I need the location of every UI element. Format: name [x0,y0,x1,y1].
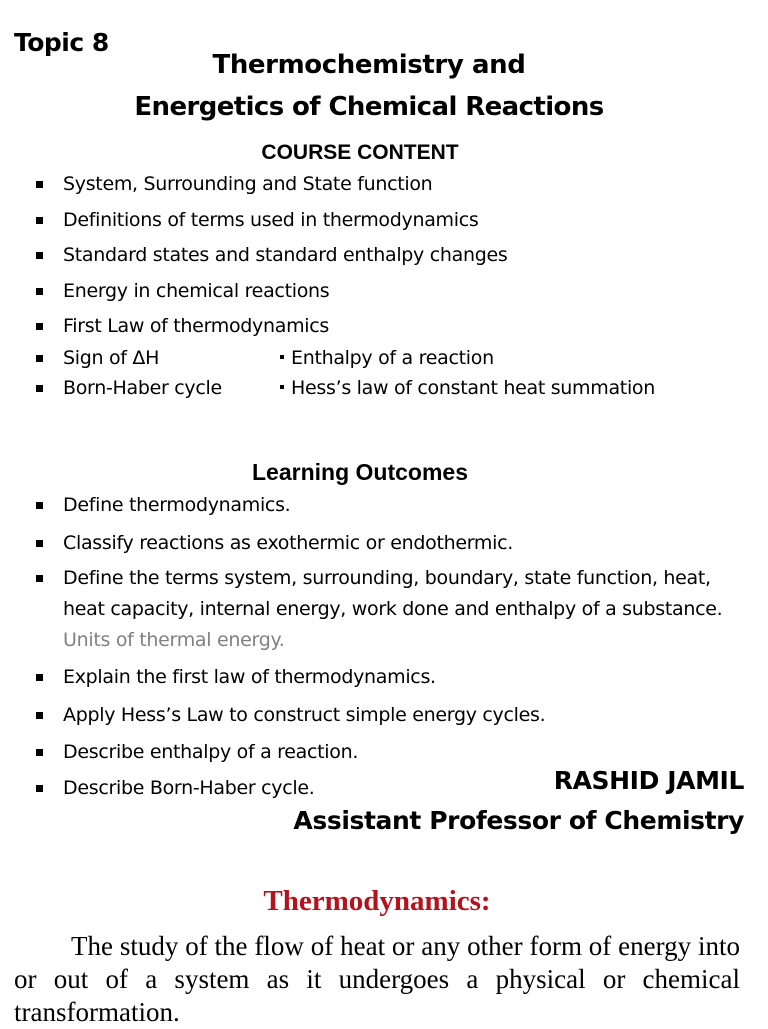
list-item-text: Describe enthalpy of a reaction. [63,741,359,763]
list-item-multiline [63,563,753,656]
bullet-icon [36,502,43,509]
list-item-text: Explain the first law of thermodynamics. [63,666,436,688]
list-item-text: Apply Hess’s Law to construct simple energy cycles. [63,704,546,726]
topic-number: Topic 8 [14,28,109,57]
list-item-text: System, Surrounding and State function [63,173,433,195]
list-item-text: Born-Haber cycle [63,377,222,399]
list-item-text: Define the terms system, surrounding, boundary, state function, heat, heat capacity, internal energy, work done and enthalpy of a substance. [63,567,723,620]
list-item-text: Definitions of terms used in thermodynamics [63,209,479,231]
list-item-secondary-label: Hess’s law of constant heat summation [291,377,656,399]
small-bullet-icon [280,385,284,389]
bullet-icon [36,540,43,547]
bullet-icon [36,749,43,756]
list-item-text: First Law of thermodynamics [63,315,329,337]
bullet-icon [36,785,43,792]
page-title-line-1: Thermochemistry and [212,50,526,80]
list-item-text: Classify reactions as exothermic or endothermic. [63,532,513,554]
thermodynamics-definition: The study of the flow of heat or any other form of energy into or out of a system as it undergoes a physical or chemical transformation. [14,931,740,1027]
bullet-icon [36,181,43,188]
bullet-icon [36,252,43,259]
course-content-heading: COURSE CONTENT [261,141,459,164]
bullet-icon [36,674,43,681]
list-item-secondary-label: Enthalpy of a reaction [291,347,494,369]
list-item-text: Describe Born-Haber cycle. [63,777,315,799]
bullet-icon [36,217,43,224]
list-item-text: Define thermodynamics. [63,494,291,516]
learning-outcomes-heading: Learning Outcomes [252,459,468,485]
bullet-icon [36,323,43,330]
bullet-icon [36,575,43,582]
bullet-icon [36,288,43,295]
list-item-text: Sign of ΔH [63,347,160,369]
list-item-text-secondary [280,373,655,404]
list-item-text: Standard states and standard enthalpy changes [63,244,508,266]
author-title: Assistant Professor of Chemistry [293,806,744,835]
bullet-icon [36,385,43,392]
small-bullet-icon [280,355,284,359]
thermodynamics-heading: Thermodynamics: [263,885,491,917]
bullet-icon [36,355,43,362]
list-item-grey-text: Units of thermal energy. [63,629,285,651]
list-item-text: Energy in chemical reactions [63,280,330,302]
author-name: RASHID JAMIL [553,766,744,795]
page-title-line-2: Energetics of Chemical Reactions [134,92,604,122]
bullet-icon [36,712,43,719]
list-item-text-secondary [280,343,494,374]
